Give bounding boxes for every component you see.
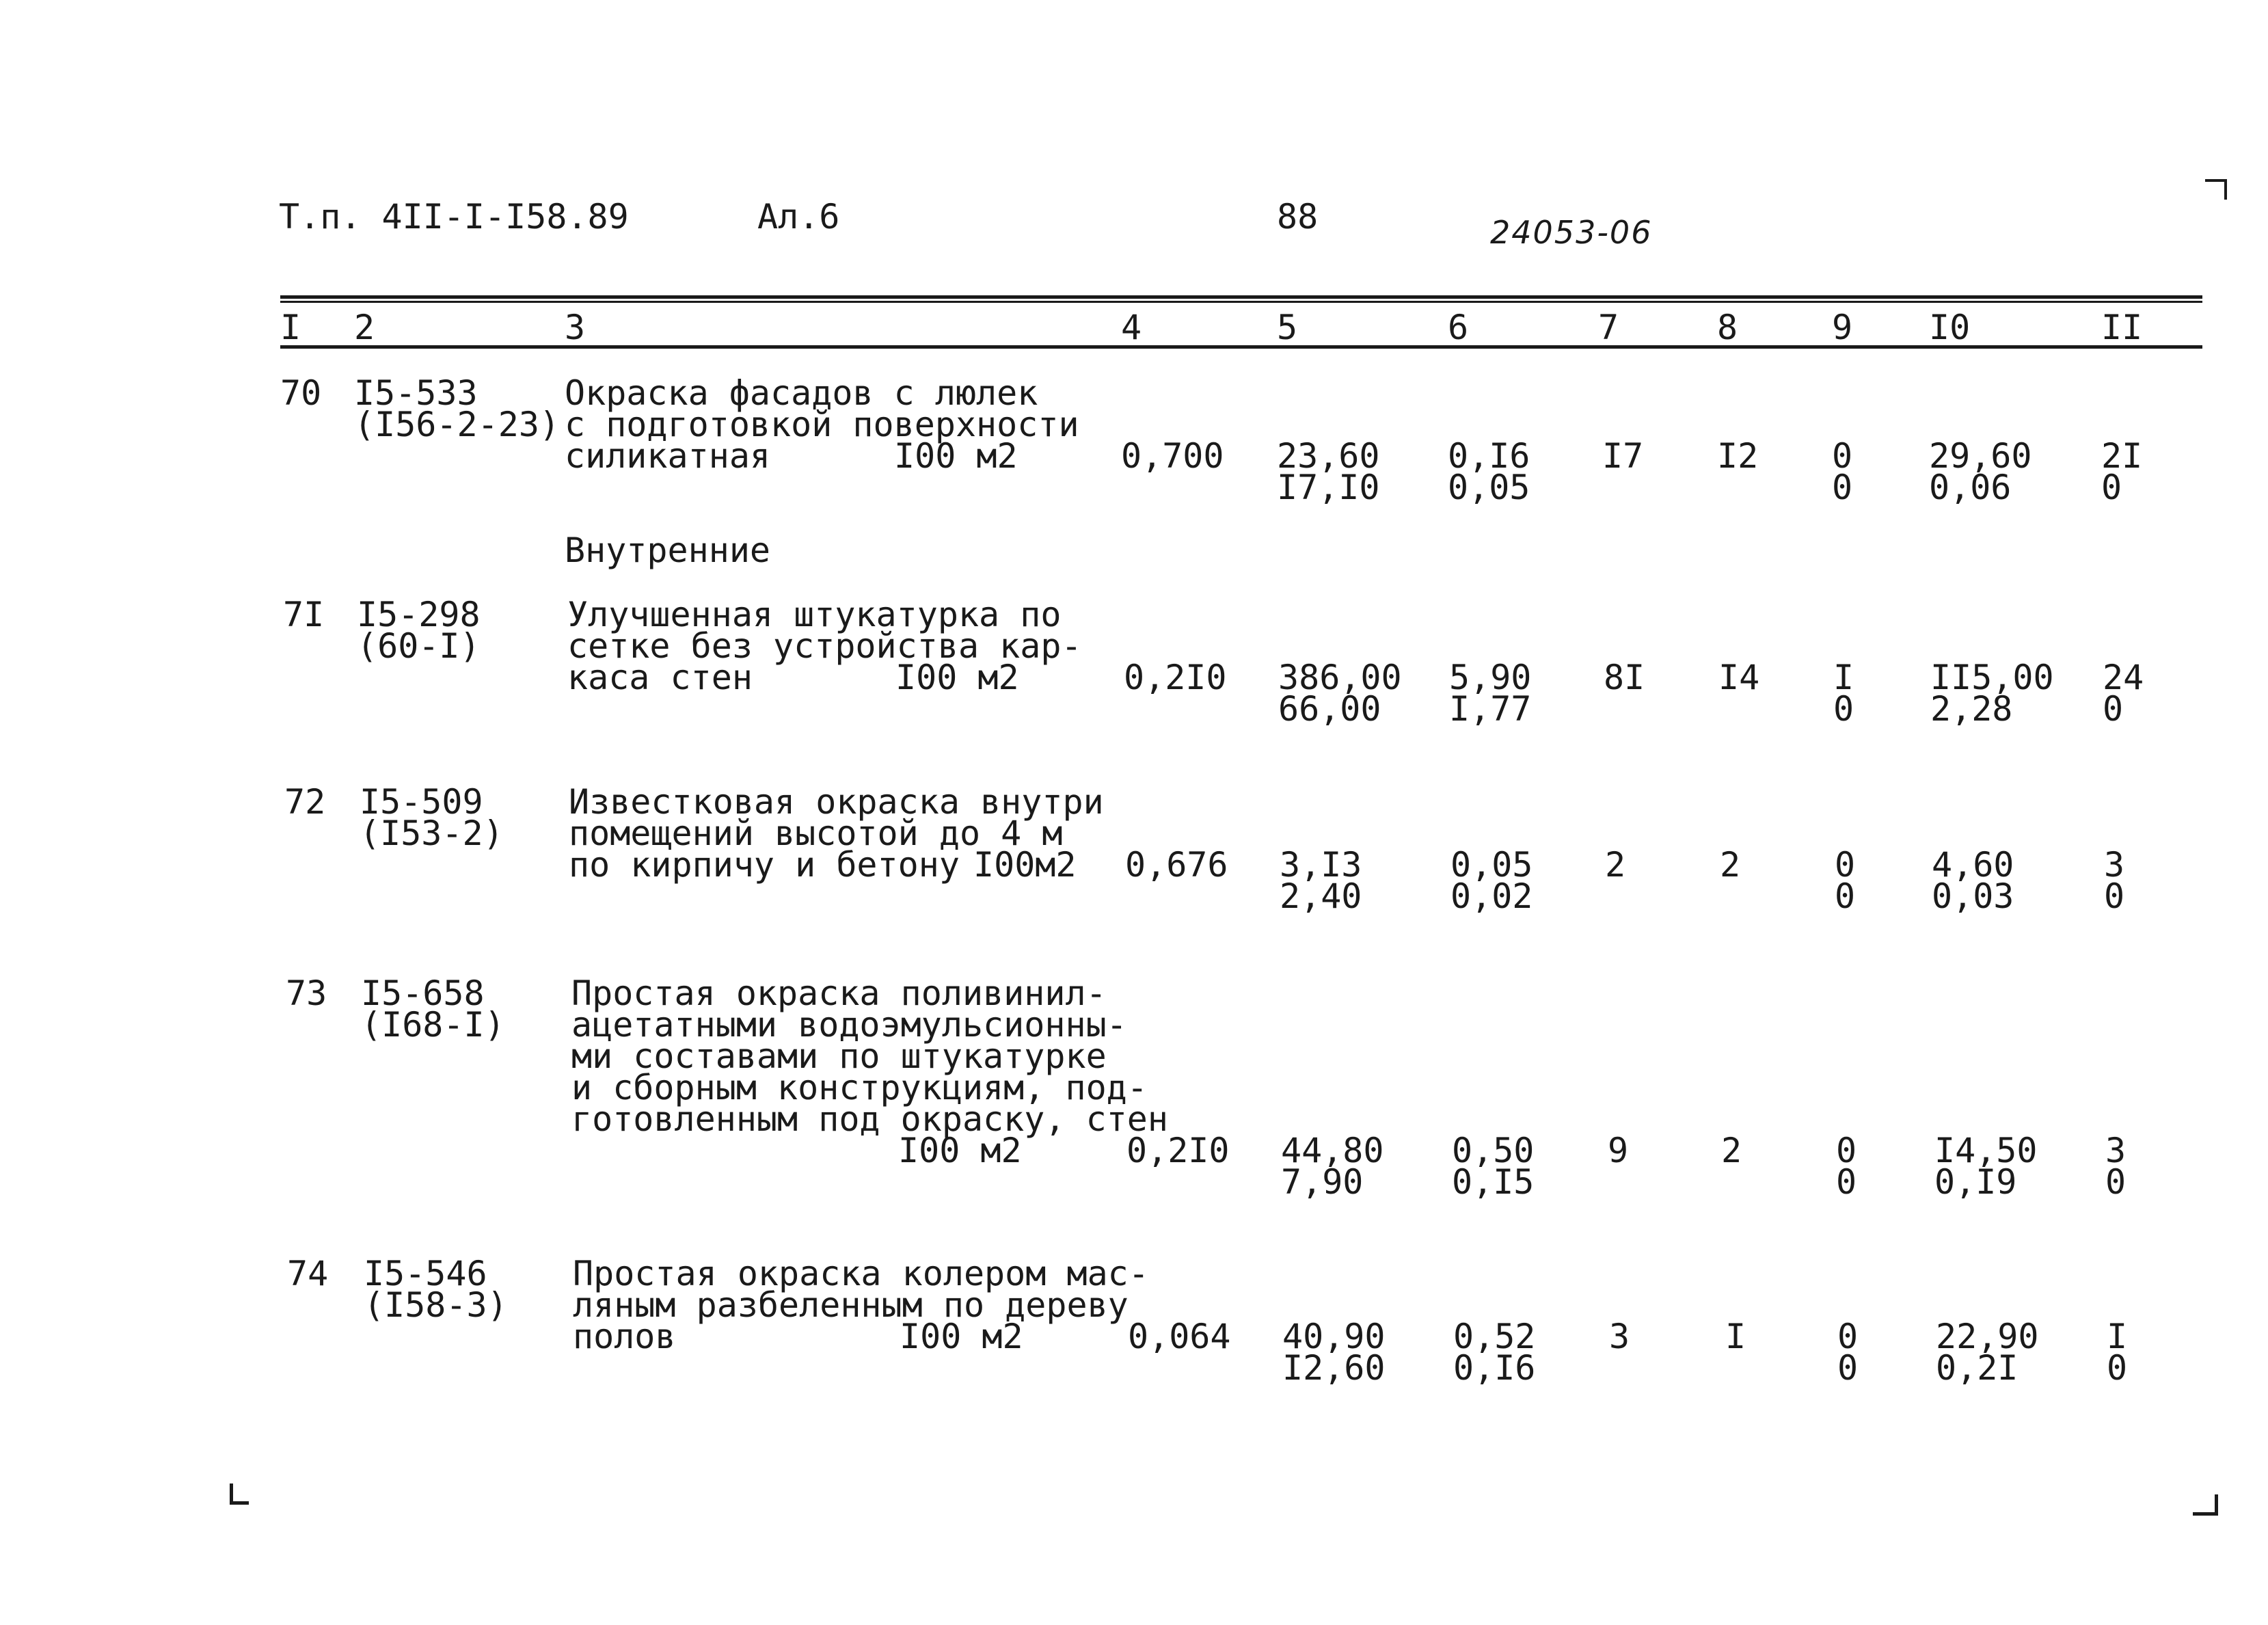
row-74-desc-line: Простая окраска колером мас-: [573, 1254, 1149, 1293]
row-71-desc-line: сетке без устройства кар-: [567, 626, 1082, 666]
row-71-col9-upper: I: [1833, 658, 1854, 697]
row-72-desc-line: по кирпичу и бетону: [569, 845, 960, 885]
row-74-col10-upper: 22,90: [1936, 1317, 2039, 1356]
row-73-number: 73: [286, 973, 327, 1013]
row-71-desc-line: каса стен: [567, 658, 753, 697]
row-70-col10-lower: 0,06: [1929, 468, 2012, 507]
row-70-col5-lower: I7,I0: [1277, 468, 1380, 507]
row-74-number: 74: [287, 1254, 329, 1293]
row-74-col5-upper: 40,90: [1282, 1317, 1386, 1356]
row-73-desc-line: и сборным конструкциям, под-: [571, 1068, 1148, 1107]
row-73-col7: 9: [1608, 1131, 1629, 1170]
row-71-unit: I00 м2: [895, 658, 1019, 697]
row-74-col6-lower: 0,I6: [1453, 1348, 1536, 1388]
row-73-col6-lower: 0,I5: [1452, 1162, 1535, 1202]
row-73-code: I5-658: [361, 973, 485, 1013]
row-70-quantity: 0,700: [1121, 436, 1224, 476]
row-72-quantity: 0,676: [1125, 845, 1228, 885]
row-72-desc-line: помещений высотой до 4 м: [569, 814, 1063, 853]
row-73-col8: 2: [1721, 1131, 1742, 1170]
column-number-5: 5: [1277, 308, 1298, 347]
column-number-10: I0: [1929, 308, 1971, 347]
row-74-quantity: 0,064: [1128, 1317, 1231, 1356]
row-73-quantity: 0,2I0: [1126, 1131, 1230, 1170]
row-72-unit: I00м2: [973, 845, 1077, 885]
row-73-unit: I00 м2: [898, 1131, 1022, 1170]
row-71-col9-lower: 0: [1833, 689, 1854, 729]
row-72-col7: 2: [1605, 845, 1626, 885]
row-70-number: 70: [280, 373, 322, 413]
row-71-col10-upper: II5,00: [1930, 658, 2054, 697]
row-72-col5-upper: 3,I3: [1280, 845, 1362, 885]
row-74-col5-lower: I2,60: [1282, 1348, 1386, 1388]
row-71-col11-upper: 24: [2103, 658, 2144, 697]
row-74-code: I5-546: [364, 1254, 487, 1293]
row-71-desc-line: Улучшенная штукатурка по: [567, 595, 1062, 634]
row-70-code: I5-533: [354, 373, 478, 413]
row-73-col6-upper: 0,50: [1452, 1131, 1535, 1170]
row-74-col9-lower: 0: [1837, 1348, 1859, 1388]
row-71-quantity: 0,2I0: [1124, 658, 1227, 697]
section-heading: Внутренние: [565, 531, 771, 570]
album-number: Ал.6: [757, 197, 840, 237]
row-74-unit: I00 м2: [900, 1317, 1023, 1356]
document-code: Т.п. 4II-I-I58.89: [279, 197, 629, 237]
column-number-11: II: [2101, 308, 2143, 347]
row-73-col9-lower: 0: [1836, 1162, 1857, 1202]
row-72-col6-upper: 0,05: [1450, 845, 1533, 885]
row-71-col6-lower: I,77: [1449, 689, 1532, 729]
row-71-col7: 8I: [1604, 658, 1645, 697]
row-72-number: 72: [284, 782, 326, 822]
row-71-col8: I4: [1718, 658, 1760, 697]
column-number-4: 4: [1121, 308, 1142, 347]
column-number-6: 6: [1448, 308, 1469, 347]
row-73-col10-upper: I4,50: [1934, 1131, 2038, 1170]
column-number-7: 7: [1598, 308, 1619, 347]
row-70-desc-line: с подготовкой поверхности: [565, 405, 1079, 444]
corner-mark-top-right-vertical: [2224, 179, 2227, 200]
row-73-desc-line: готовленным под окраску, стен: [571, 1099, 1168, 1139]
page-number: 88: [1277, 197, 1319, 237]
row-70-col11-upper: 2I: [2101, 436, 2143, 476]
row-74-desc-line: полов: [573, 1317, 676, 1356]
row-70-col6-upper: 0,I6: [1448, 436, 1530, 476]
row-74-col6-upper: 0,52: [1453, 1317, 1536, 1356]
column-number-2: 2: [354, 308, 375, 347]
row-70-desc-line: Окраска фасадов с люлек: [565, 373, 1038, 413]
row-70-unit: I00 м2: [894, 436, 1018, 476]
row-73-col5-upper: 44,80: [1281, 1131, 1384, 1170]
row-72-col10-upper: 4,60: [1932, 845, 2014, 885]
row-70-col8: I2: [1717, 436, 1759, 476]
table-top-rule: [280, 295, 2202, 299]
row-72-desc-line: Известковая окраска внутри: [569, 782, 1104, 822]
corner-mark-bottom-right-vertical: [2215, 1494, 2218, 1516]
row-74-desc-line: ляным разбеленным по дереву: [573, 1285, 1129, 1325]
row-70-col9-lower: 0: [1832, 468, 1853, 507]
row-73-col9-upper: 0: [1836, 1131, 1857, 1170]
row-70-col9-upper: 0: [1832, 436, 1853, 476]
row-70-col7: I7: [1602, 436, 1644, 476]
row-70-col11-lower: 0: [2101, 468, 2122, 507]
column-number-8: 8: [1717, 308, 1738, 347]
row-70-col5-upper: 23,60: [1277, 436, 1380, 476]
row-73-code-ref: (I68-I): [361, 1005, 505, 1045]
row-70-code-ref: (I56-2-23): [354, 405, 561, 444]
row-73-col11-lower: 0: [2105, 1162, 2127, 1202]
handwritten-code: 24053-06: [1490, 214, 1653, 251]
row-71-code: I5-298: [357, 595, 481, 634]
row-70-col10-upper: 29,60: [1929, 436, 2032, 476]
row-73-col10-lower: 0,I9: [1934, 1162, 2017, 1202]
row-71-number: 7I: [283, 595, 325, 634]
row-73-col5-lower: 7,90: [1281, 1162, 1364, 1202]
row-71-col11-lower: 0: [2103, 689, 2124, 729]
row-71-col6-upper: 5,90: [1449, 658, 1532, 697]
row-70-col6-lower: 0,05: [1448, 468, 1530, 507]
row-72-col9-upper: 0: [1835, 845, 1856, 885]
row-72-col11-upper: 3: [2104, 845, 2125, 885]
row-74-col9-upper: 0: [1837, 1317, 1859, 1356]
table-top-rule-inner: [280, 301, 2202, 303]
column-number-9: 9: [1832, 308, 1853, 347]
row-72-col5-lower: 2,40: [1280, 876, 1362, 916]
row-72-col6-lower: 0,02: [1450, 876, 1533, 916]
row-74-col11-upper: I: [2107, 1317, 2128, 1356]
row-72-col9-lower: 0: [1835, 876, 1856, 916]
row-73-col11-upper: 3: [2105, 1131, 2127, 1170]
row-73-desc-line: ацетатными водоэмульсионны-: [571, 1005, 1127, 1045]
row-72-col10-lower: 0,03: [1932, 876, 2014, 916]
row-74-code-ref: (I58-3): [364, 1285, 508, 1325]
row-72-col8: 2: [1720, 845, 1741, 885]
row-71-code-ref: (60-I): [357, 626, 481, 666]
row-72-col11-lower: 0: [2104, 876, 2125, 916]
corner-mark-top-right: [2205, 179, 2226, 182]
row-74-col8: I: [1725, 1317, 1746, 1356]
row-70-desc-line: силикатная: [565, 436, 771, 476]
row-72-code: I5-509: [360, 782, 483, 822]
row-73-desc-line: Простая окраска поливинил-: [571, 973, 1107, 1013]
row-71-col5-lower: 66,00: [1278, 689, 1381, 729]
row-71-col10-lower: 2,28: [1930, 689, 2013, 729]
row-74-col11-lower: 0: [2107, 1348, 2128, 1388]
row-72-code-ref: (I53-2): [360, 814, 504, 853]
column-number-1: I: [280, 308, 301, 347]
row-74-col7: 3: [1609, 1317, 1630, 1356]
row-73-desc-line: ми составами по штукатурке: [571, 1036, 1107, 1076]
row-74-col10-lower: 0,2I: [1936, 1348, 2019, 1388]
corner-mark-bottom-left-horizontal: [230, 1501, 249, 1505]
corner-mark-bottom-right: [2193, 1512, 2217, 1516]
column-number-3: 3: [565, 308, 586, 347]
row-71-col5-upper: 386,00: [1278, 658, 1402, 697]
